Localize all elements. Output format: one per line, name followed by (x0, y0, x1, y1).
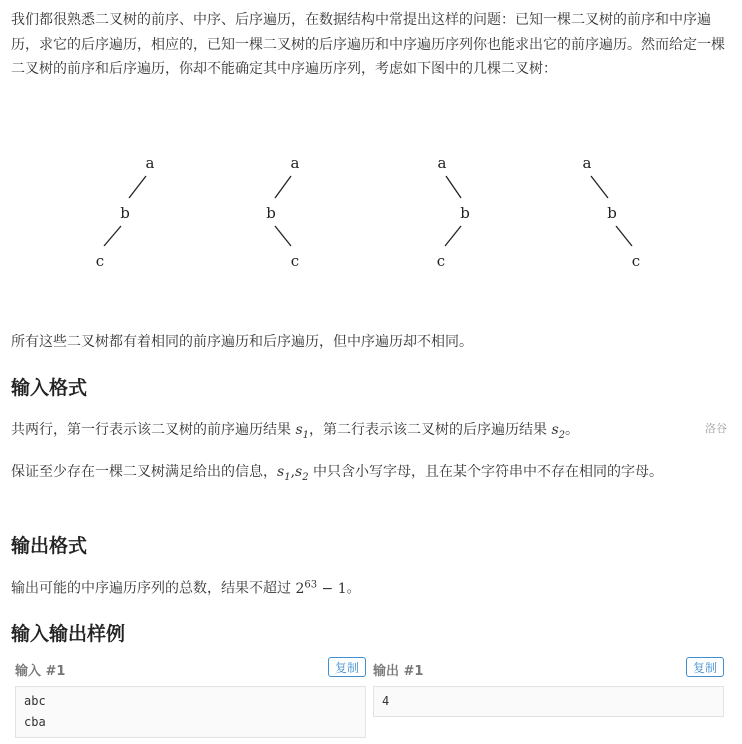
s1-variable: $s_1$ (295, 422, 310, 441)
tree-edge (275, 176, 291, 198)
tree-node-label: b (120, 204, 130, 222)
input-format-line1 (11, 418, 579, 448)
tree-node-label: c (436, 252, 446, 270)
figure-watermark: 洛谷 (705, 422, 727, 435)
tree-node-label: b (460, 204, 470, 222)
input-format-line2 (11, 460, 729, 490)
tree-edge (129, 176, 146, 198)
sample-input-line: abc (24, 694, 46, 708)
summary-paragraph: 所有这些二叉树都有着相同的前序遍历和后序遍历，但中序遍历却不相同。 (11, 334, 473, 350)
sample-output-code (373, 686, 724, 717)
sample-input-block (15, 656, 366, 738)
sample-input-label: 输入 #1 (15, 664, 66, 679)
comma: , (290, 464, 296, 480)
tree-edge (275, 226, 291, 246)
max-value-formula: $2^{63} - 1$ (295, 579, 347, 597)
sample-output-line: 4 (382, 694, 390, 708)
output-format-paragraph (11, 573, 361, 601)
output-format-text: 输出可能的中序遍历序列的总数，结果不超过 (11, 580, 296, 597)
copy-output-button[interactable]: 复制 (686, 657, 724, 677)
output-format-text: 。 (346, 580, 361, 597)
tree-node-label: a (145, 154, 155, 172)
tree-edge (104, 226, 121, 246)
output-format-heading: 输出格式 (11, 535, 88, 557)
sample-output-label: 输出 #1 (373, 664, 424, 679)
tree-edge (446, 176, 461, 198)
tree-node-label: a (582, 154, 592, 172)
input-format-text: 保证至少存在一棵二叉树满足给出的信息， (11, 464, 277, 480)
tree-node-label: a (437, 154, 447, 172)
tree-node-label: b (607, 204, 617, 222)
copy-input-button[interactable]: 复制 (328, 657, 366, 677)
s1-variable: $s_1$ (277, 464, 291, 483)
sample-output-block (373, 656, 724, 717)
s2-variable: $s_2$ (295, 464, 309, 483)
input-format-text: 中只含小写字母，且在某个字符串中不存在相同的字母。 (308, 464, 664, 480)
tree-node-label: c (95, 252, 105, 270)
tree-edge (445, 226, 461, 246)
tree-node-label: a (290, 154, 300, 172)
tree-node-label: c (290, 252, 300, 270)
tree-edge (616, 226, 632, 246)
sample-input-code (15, 686, 366, 738)
binary-trees-diagram (11, 140, 731, 300)
input-format-heading: 输入格式 (11, 377, 88, 399)
sample-input-line: cba (24, 715, 46, 729)
tree-node-label: c (631, 252, 641, 270)
tree-edge (591, 176, 608, 198)
tree-node-label: b (266, 204, 276, 222)
input-format-text: 共两行，第一行表示该二叉树的前序遍历结果 (11, 422, 296, 438)
s2-variable: $s_2$ (551, 422, 566, 441)
intro-paragraph: 我们都很熟悉二叉树的前序、中序、后序遍历，在数据结构中常提出这样的问题：已知一棵二叉树的前序和中序遍历，求它的后序遍历，相应的，已知一棵二叉树的后序遍历和中序遍历序列你也能求出它的前序遍历。然而给定一棵二叉树的前序和后序遍历，你却不能确定其中序遍历序列，考虑如下图中的几棵二叉树： (11, 12, 725, 77)
input-format-text: 。 (565, 422, 580, 438)
samples-heading: 输入输出样例 (11, 623, 126, 645)
input-format-text: ，第二行表示该二叉树的后序遍历结果 (309, 422, 552, 438)
